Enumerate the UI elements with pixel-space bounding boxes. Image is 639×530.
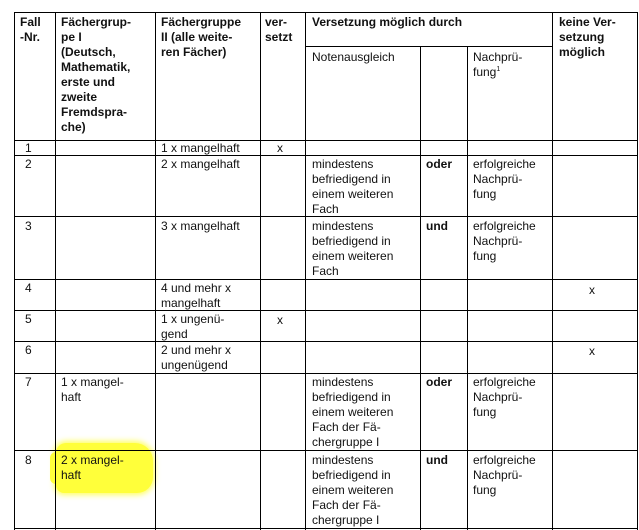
row-3-connector: und <box>426 219 448 233</box>
row-4-fall: 4 <box>25 281 32 295</box>
row-3-fall: 3 <box>25 219 32 233</box>
row-4-group2: 4 und mehr x mangelhaft <box>161 281 232 310</box>
col-divider-4 <box>305 12 306 530</box>
row-2-nachpruefung: erfolgreiche Nachprü- fung <box>473 157 536 201</box>
col-divider-2 <box>155 12 156 530</box>
row-2-notenausgleich: mindestens befriedigend in einem weiteren Fach <box>312 157 394 216</box>
row-4-keine: x <box>589 283 595 297</box>
row-7-fall: 7 <box>25 375 32 389</box>
row-7-group1: 1 x mangel- haft <box>61 375 124 404</box>
footnote-marker: 1 <box>496 66 501 73</box>
table-border-top <box>14 12 638 13</box>
table-border-right <box>637 12 638 530</box>
row-1-group2: 1 x mangelhaft <box>161 141 240 155</box>
col-divider-3 <box>260 12 261 530</box>
row-7-connector: oder <box>426 375 453 389</box>
row-line-3 <box>14 279 638 280</box>
row-2-group2: 2 x mangelhaft <box>161 157 240 171</box>
row-7-nachpruefung: erfolgreiche Nachprü- fung <box>473 375 536 419</box>
row-line-1 <box>14 155 638 156</box>
col-divider-5 <box>420 46 421 530</box>
header-versetzung-moeglich: Versetzung möglich durch <box>312 15 463 29</box>
header-keine-versetzung: keine Ver- setzung möglich <box>559 15 616 59</box>
row-1-fall: 1 <box>25 141 32 155</box>
row-line-4 <box>14 310 638 311</box>
row-line-8 <box>14 528 638 529</box>
row-line-7 <box>14 450 638 451</box>
row-line-5 <box>14 341 638 342</box>
header-faechergruppe-2: Fächergruppe II (alle weite- ren Fächer) <box>161 15 242 59</box>
row-8-fall: 8 <box>25 453 32 467</box>
header-nachpruefung-text: Nachprü- fung <box>473 50 523 79</box>
row-8-notenausgleich: mindestens befriedigend in einem weiteren Fach der Fä- chergruppe I <box>312 453 394 527</box>
row-line-6 <box>14 373 638 374</box>
row-8-group1: 2 x mangel- haft <box>61 453 124 482</box>
row-6-keine: x <box>589 344 595 358</box>
row-8-nachpruefung: erfolgreiche Nachprü- fung <box>473 453 536 497</box>
col-divider-1 <box>55 12 56 530</box>
row-8-connector: und <box>426 453 448 467</box>
subheader-divider <box>305 46 553 47</box>
header-faechergruppe-1: Fächergrup- pe I (Deutsch, Mathematik, erste und zweite Fremdspra- che) <box>61 15 132 134</box>
row-5-versetzt: x <box>277 313 283 327</box>
row-1-versetzt: x <box>277 141 283 155</box>
row-5-group2: 1 x ungenü- gend <box>161 312 225 341</box>
row-7-notenausgleich: mindestens befriedigend in einem weiteren Fach der Fä- chergruppe I <box>312 375 394 449</box>
row-2-fall: 2 <box>25 157 32 171</box>
col-divider-7 <box>552 12 553 530</box>
header-notenausgleich: Notenausgleich <box>312 50 395 64</box>
row-3-nachpruefung: erfolgreiche Nachprü- fung <box>473 219 536 263</box>
row-3-group2: 3 x mangelhaft <box>161 219 240 233</box>
row-6-fall: 6 <box>25 343 32 357</box>
header-fall-nr: Fall -Nr. <box>20 15 41 44</box>
col-divider-6 <box>467 46 468 530</box>
header-bottom-line <box>14 140 638 141</box>
row-5-fall: 5 <box>25 312 32 326</box>
header-versetzt: ver- setzt <box>265 15 293 44</box>
table-border-left <box>14 12 15 530</box>
header-nachpruefung <box>473 50 522 82</box>
row-6-group2: 2 und mehr x ungenügend <box>161 343 232 372</box>
row-3-notenausgleich: mindestens befriedigend in einem weiteren Fach <box>312 219 394 278</box>
row-2-connector: oder <box>426 157 453 171</box>
